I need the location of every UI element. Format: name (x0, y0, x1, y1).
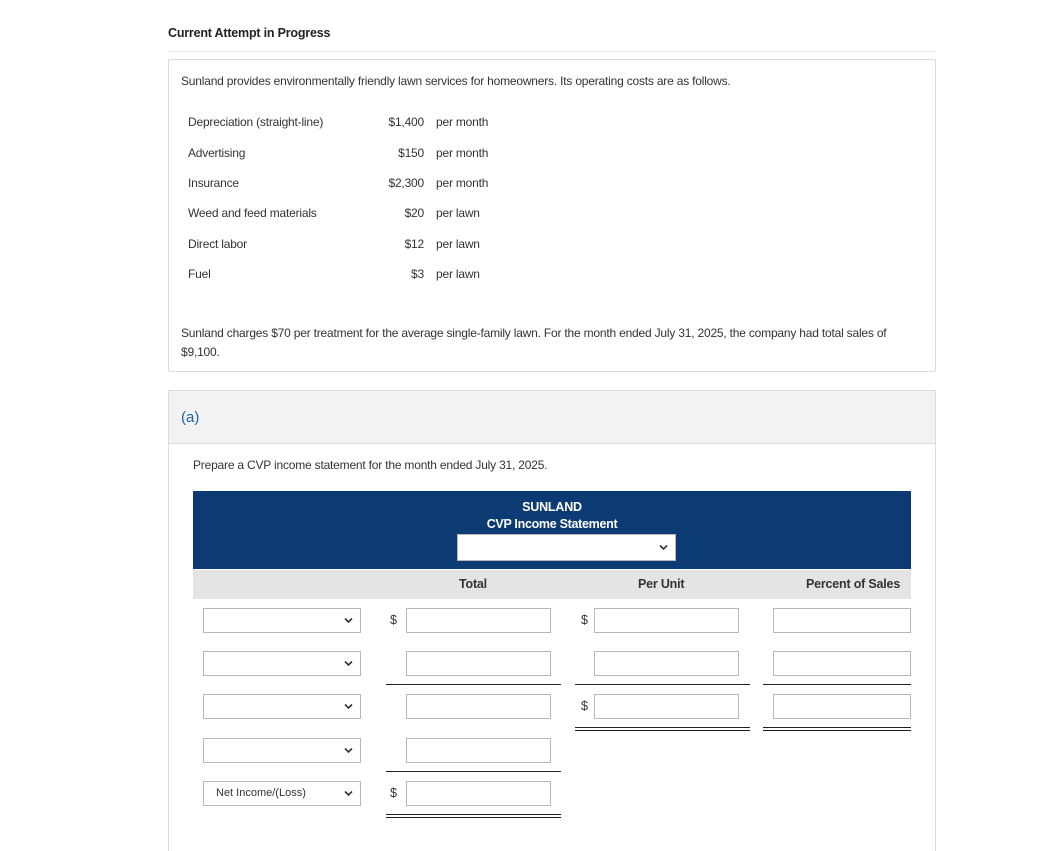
cost-unit: per month (436, 146, 489, 160)
statement-company: SUNLAND (522, 500, 582, 514)
row-2-percent-underline (763, 684, 911, 685)
cost-amount: $3 (411, 267, 424, 281)
row-3-percent-double-underline (763, 727, 911, 731)
chevron-down-icon (344, 782, 354, 805)
cost-amount: $20 (404, 206, 424, 220)
statement-column-headers (193, 570, 911, 599)
cost-amount: $12 (404, 237, 424, 251)
attempt-title: Current Attempt in Progress (168, 26, 331, 40)
cost-label: Direct labor (188, 237, 247, 251)
chevron-down-icon (344, 739, 354, 762)
row-2-per-unit-underline (575, 684, 750, 685)
row-3-per-unit-input[interactable] (594, 694, 739, 719)
column-total: Total (459, 577, 487, 591)
chevron-down-icon (344, 695, 354, 718)
cost-unit: per month (436, 115, 489, 129)
column-per-unit: Per Unit (638, 577, 685, 591)
problem-closing: Sunland charges $70 per treatment for the average single-family lawn. For the month ended July 31, 2025, the company had total sales of $9,100. (181, 326, 887, 359)
row-4-account-select[interactable] (203, 738, 361, 763)
cost-unit: per lawn (436, 206, 480, 220)
select-value: Net Income/(Loss) (216, 787, 306, 799)
cost-label: Depreciation (straight-line) (188, 115, 324, 129)
cost-label: Fuel (188, 267, 211, 281)
cost-label: Advertising (188, 146, 246, 160)
row-3-percent-input[interactable] (773, 694, 911, 719)
chevron-down-icon (344, 609, 354, 632)
row-2-account-select[interactable] (203, 651, 361, 676)
problem-statement (168, 59, 936, 372)
problem-intro: Sunland provides environmentally friendly lawn services for homeowners. Its operating costs are as follows. (181, 74, 731, 88)
statement-header (193, 491, 911, 569)
cost-unit: per lawn (436, 267, 480, 281)
cost-label: Weed and feed materials (188, 206, 317, 220)
chevron-down-icon (659, 535, 669, 560)
part-a-header (169, 391, 935, 444)
statement-title: CVP Income Statement (486, 517, 618, 531)
column-percent-of-sales: Percent of Sales (806, 577, 901, 591)
row-1-per-unit-input[interactable] (594, 608, 739, 633)
cost-unit: per lawn (436, 237, 480, 251)
row-1-account-select[interactable] (203, 608, 361, 633)
row-2-per-unit-input[interactable] (594, 651, 739, 676)
row-3-total-input[interactable] (406, 694, 551, 719)
part-a-label: (a) (181, 409, 200, 426)
part-a-instruction: Prepare a CVP income statement for the month ended July 31, 2025. (193, 458, 548, 472)
cost-label: Insurance (188, 176, 239, 190)
cost-amount: $150 (398, 146, 424, 160)
row-2-percent-input[interactable] (773, 651, 911, 676)
row-3-per-unit-currency: $ (581, 699, 588, 713)
row-1-percent-input[interactable] (773, 608, 911, 633)
row-2-total-underline (386, 684, 561, 685)
row-5-total-input[interactable] (406, 781, 551, 806)
row-1-per-unit-currency: $ (581, 613, 588, 627)
statement-date-select[interactable] (457, 534, 676, 561)
row-2-total-input[interactable] (406, 651, 551, 676)
row-4-total-input[interactable] (406, 738, 551, 763)
attempt-header (168, 0, 936, 52)
row-1-total-input[interactable] (406, 608, 551, 633)
cost-amount: $2,300 (388, 176, 424, 190)
row-4-total-underline (386, 771, 561, 772)
row-5-net-income-select[interactable] (203, 781, 361, 806)
row-5-total-currency: $ (390, 786, 397, 800)
cost-unit: per month (436, 176, 489, 190)
row-3-account-select[interactable] (203, 694, 361, 719)
row-5-total-double-underline (386, 814, 561, 818)
row-1-total-currency: $ (390, 613, 397, 627)
chevron-down-icon (344, 652, 354, 675)
cost-amount: $1,400 (388, 115, 424, 129)
row-3-per-unit-double-underline (575, 727, 750, 731)
